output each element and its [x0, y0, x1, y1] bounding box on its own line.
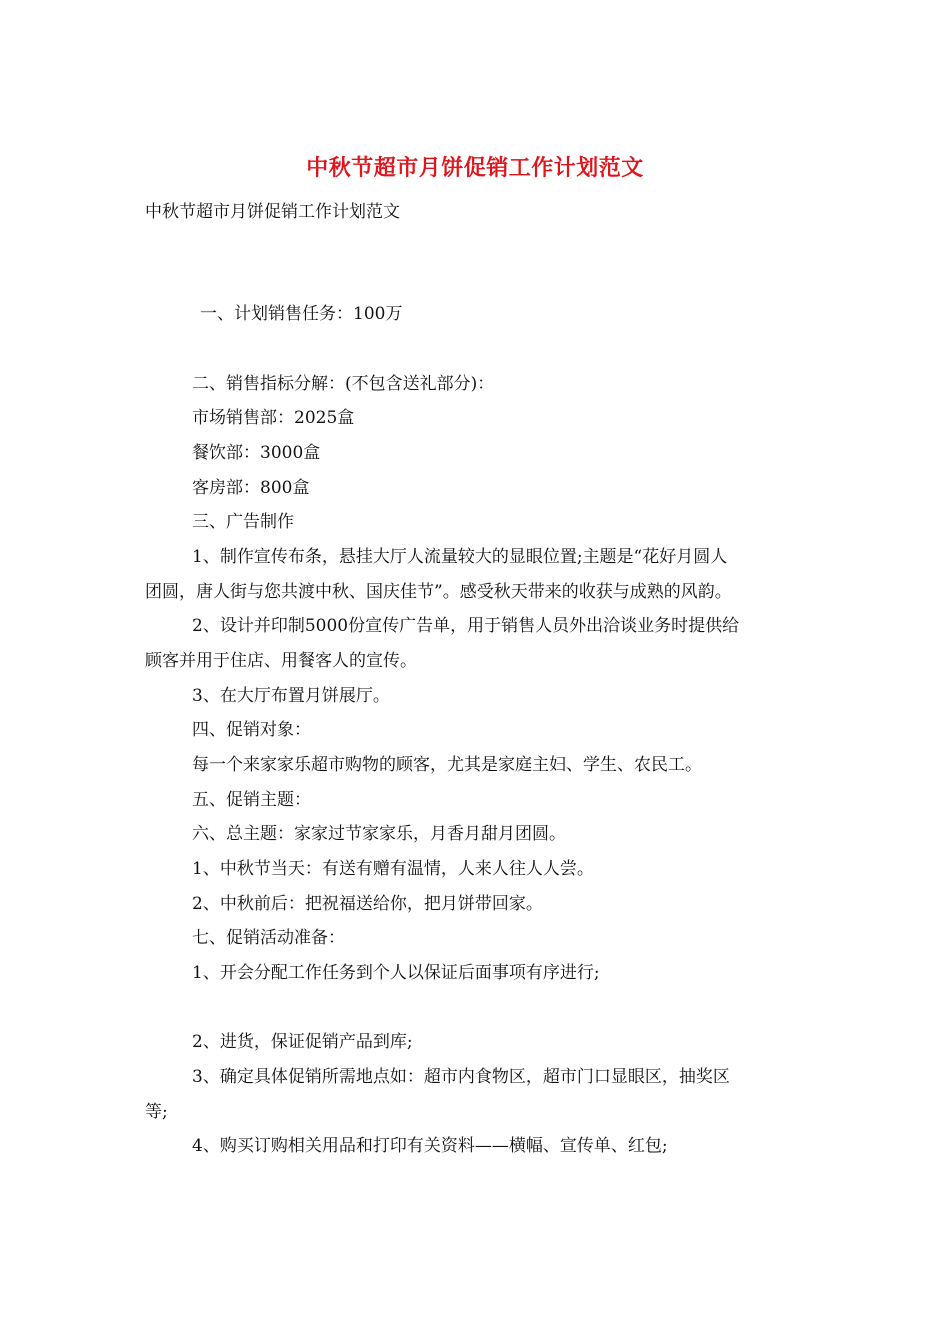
paragraph-line: 市场销售部：2025盒 [192, 408, 355, 428]
paragraph-line: 2、中秋前后：把祝福送给你，把月饼带回家。 [192, 894, 543, 914]
paragraph-line: 1、开会分配工作任务到个人以保证后面事项有序进行; [192, 963, 600, 983]
paragraph-line: 等; [145, 1102, 168, 1122]
paragraph-line: 团圆，唐人街与您共渡中秋、国庆佳节”。感受秋天带来的收获与成熟的风韵。 [145, 582, 732, 602]
section-heading: 七、促销活动准备： [192, 928, 345, 948]
paragraph-line: 3、确定具体促销所需地点如：超市内食物区，超市门口显眼区，抽奖区 [192, 1067, 730, 1087]
section-heading: 三、广告制作 [192, 512, 294, 532]
paragraph-line: 4、购买订购相关用品和打印有关资料——横幅、宣传单、红包; [192, 1136, 668, 1156]
paragraph-line: 客房部：800盒 [192, 478, 310, 498]
section-heading: 二、销售指标分解：(不包含送礼部分)： [192, 374, 495, 394]
section-heading: 五、促销主题： [192, 790, 311, 810]
document-title: 中秋节超市月饼促销工作计划范文 [306, 155, 644, 181]
paragraph-line: 2、进货，保证促销产品到库; [192, 1032, 413, 1052]
paragraph-line: 顾客并用于住店、用餐客人的宣传。 [145, 651, 417, 671]
paragraph-line: 每一个来家家乐超市购物的顾客，尤其是家庭主妇、学生、农民工。 [192, 755, 702, 775]
paragraph-line: 餐饮部：3000盒 [192, 443, 321, 463]
paragraph-line: 3、在大厅布置月饼展厅。 [192, 686, 390, 706]
document-subtitle: 中秋节超市月饼促销工作计划范文 [145, 202, 400, 222]
paragraph-line: 1、中秋节当天：有送有赠有温情，人来人往人人尝。 [192, 859, 594, 879]
section-heading: 一、计划销售任务：100万 [200, 304, 403, 324]
paragraph-line: 1、制作宣传布条，悬挂大厅人流量较大的显眼位置;主题是“花好月圆人 [192, 547, 728, 567]
section-heading: 六、总主题：家家过节家家乐，月香月甜月团圆。 [192, 824, 566, 844]
paragraph-line: 2、设计并印制5000份宣传广告单，用于销售人员外出洽谈业务时提供给 [192, 616, 740, 636]
section-heading: 四、促销对象： [192, 720, 311, 740]
